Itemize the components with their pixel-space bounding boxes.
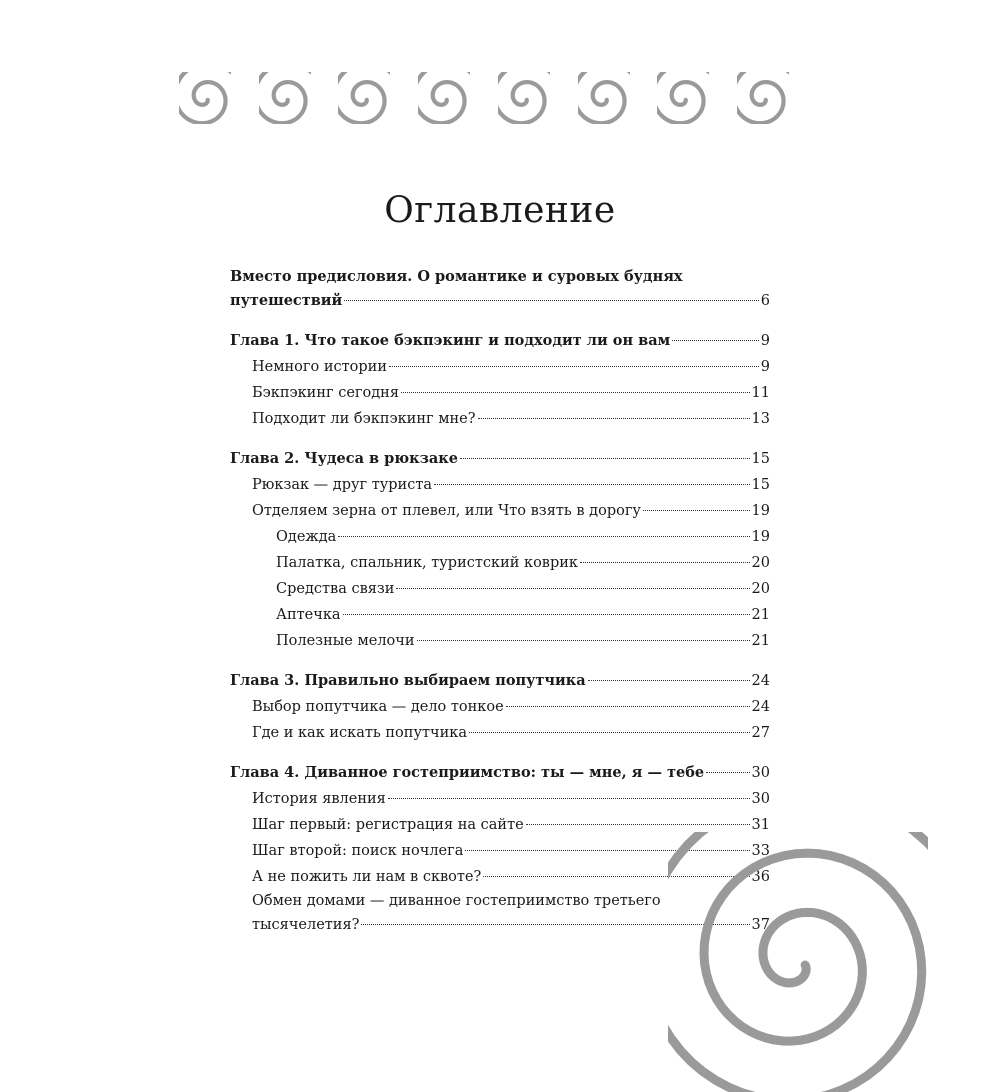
toc-entry-title: Шаг второй: поиск ночлега: [252, 843, 464, 859]
toc-entry[interactable]: [230, 354, 770, 380]
toc-page-number: 6: [760, 293, 770, 309]
toc-page-number: 11: [751, 385, 770, 401]
dot-leader: [580, 562, 750, 563]
toc-entry-title: А не пожить ли нам в сквоте?: [252, 869, 482, 885]
dot-leader: [401, 392, 750, 393]
dot-leader: [434, 484, 750, 485]
toc-entry-title: Выбор попутчика — дело тонкое: [252, 699, 504, 715]
toc-entry-title: Шаг первый: регистрация на сайте: [252, 817, 524, 833]
toc-page-number: 24: [751, 673, 770, 689]
dot-leader: [338, 536, 749, 537]
toc-page-number: 31: [751, 817, 770, 833]
dot-leader: [588, 680, 750, 681]
toc-page-number: 30: [751, 765, 770, 781]
spiral-icon: [338, 72, 390, 124]
page-title: Оглавление: [384, 190, 616, 232]
dot-leader: [344, 300, 758, 301]
toc-entry-title: тысячелетия?: [252, 917, 360, 933]
dot-leader: [460, 458, 750, 459]
toc-entry-title: История явления: [252, 791, 386, 807]
toc-page-number: 21: [751, 633, 770, 649]
toc-entry[interactable]: [230, 472, 770, 498]
toc-page-number: 27: [751, 725, 770, 741]
dot-leader: [672, 340, 759, 341]
toc-entry[interactable]: [230, 668, 770, 694]
toc-page-number: 19: [751, 503, 770, 519]
toc-page-number: 33: [751, 843, 770, 859]
toc-page-number: 21: [751, 607, 770, 623]
toc-entry[interactable]: [230, 498, 770, 524]
dot-leader: [396, 588, 749, 589]
toc-entry-title: Полезные мелочи: [276, 633, 415, 649]
toc-entry-title: Аптечка: [276, 607, 341, 623]
dot-leader: [706, 772, 749, 773]
toc-entry[interactable]: [230, 446, 770, 472]
dot-leader: [643, 510, 750, 511]
toc-entry[interactable]: [230, 380, 770, 406]
large-spiral-icon: [668, 832, 928, 1092]
toc-page-number: 20: [751, 581, 770, 597]
dot-leader: [389, 366, 759, 367]
toc-entry-title: Немного истории: [252, 359, 387, 375]
spiral-icon: [657, 72, 709, 124]
toc-entry-title: Глава 2. Чудеса в рюкзаке: [230, 450, 458, 467]
toc-entry[interactable]: [230, 628, 770, 654]
spiral-icon: [578, 72, 630, 124]
dot-leader: [469, 732, 750, 733]
toc-entry-title: Рюкзак — друг туриста: [252, 477, 433, 493]
dot-leader: [526, 824, 750, 825]
toc-page-number: 36: [751, 869, 770, 885]
dot-leader: [388, 798, 750, 799]
toc-entry-title: Глава 3. Правильно выбираем попутчика: [230, 672, 586, 689]
spiral-icon: [179, 72, 231, 124]
toc-page-number: 15: [751, 477, 770, 493]
toc-page-number: 19: [751, 529, 770, 545]
toc-entry-title: Отделяем зерна от плевел, или Что взять в дорогу: [252, 503, 641, 519]
toc-entry-title: Палатка, спальник, туристский коврик: [276, 555, 578, 571]
toc-entry[interactable]: [230, 406, 770, 432]
toc-entry-line: Вместо предисловия. О романтике и суровых буднях: [230, 268, 683, 285]
spiral-icon: [498, 72, 550, 124]
toc-page-number: 24: [751, 699, 770, 715]
toc-entry[interactable]: [230, 720, 770, 746]
toc-page-number: 9: [760, 333, 770, 349]
toc-entry[interactable]: [230, 694, 770, 720]
dot-leader: [506, 706, 750, 707]
toc-page-number: 13: [751, 411, 770, 427]
toc-page-number: 30: [751, 791, 770, 807]
toc-page-number: 37: [751, 917, 770, 933]
dot-leader: [478, 418, 750, 419]
toc-entry-line: Обмен домами — диванное гостеприимство третьего: [252, 893, 661, 909]
toc-entry[interactable]: [230, 288, 770, 314]
toc-entry[interactable]: [230, 576, 770, 602]
dot-leader: [417, 640, 750, 641]
toc-entry[interactable]: [230, 550, 770, 576]
toc-page-number: 20: [751, 555, 770, 571]
toc-entry-title: Одежда: [276, 529, 337, 545]
toc-entry-title: Средства связи: [276, 581, 395, 597]
toc-entry[interactable]: [230, 602, 770, 628]
toc-entry[interactable]: [230, 760, 770, 786]
toc-entry-title: Подходит ли бэкпэкинг мне?: [252, 411, 476, 427]
toc-entry-title: Глава 1. Что такое бэкпэкинг и подходит ли он вам: [230, 332, 671, 349]
spiral-icon: [418, 72, 470, 124]
toc-entry-title: Где и как искать попутчика: [252, 725, 467, 741]
toc-entry-title: Глава 4. Диванное гостеприимство: ты — мне, я — тебе: [230, 764, 705, 781]
toc-entry[interactable]: [230, 786, 770, 812]
toc-page-number: 9: [760, 359, 770, 375]
toc-entry-title: Бэкпэкинг сегодня: [252, 385, 399, 401]
spiral-icon: [737, 72, 789, 124]
toc-entry[interactable]: [230, 524, 770, 550]
toc-entry[interactable]: [230, 328, 770, 354]
toc-page-number: 15: [751, 451, 770, 467]
toc-entry-title: путешествий: [230, 292, 343, 309]
spiral-ornament-row: [179, 66, 789, 130]
dot-leader: [343, 614, 750, 615]
spiral-icon: [259, 72, 311, 124]
